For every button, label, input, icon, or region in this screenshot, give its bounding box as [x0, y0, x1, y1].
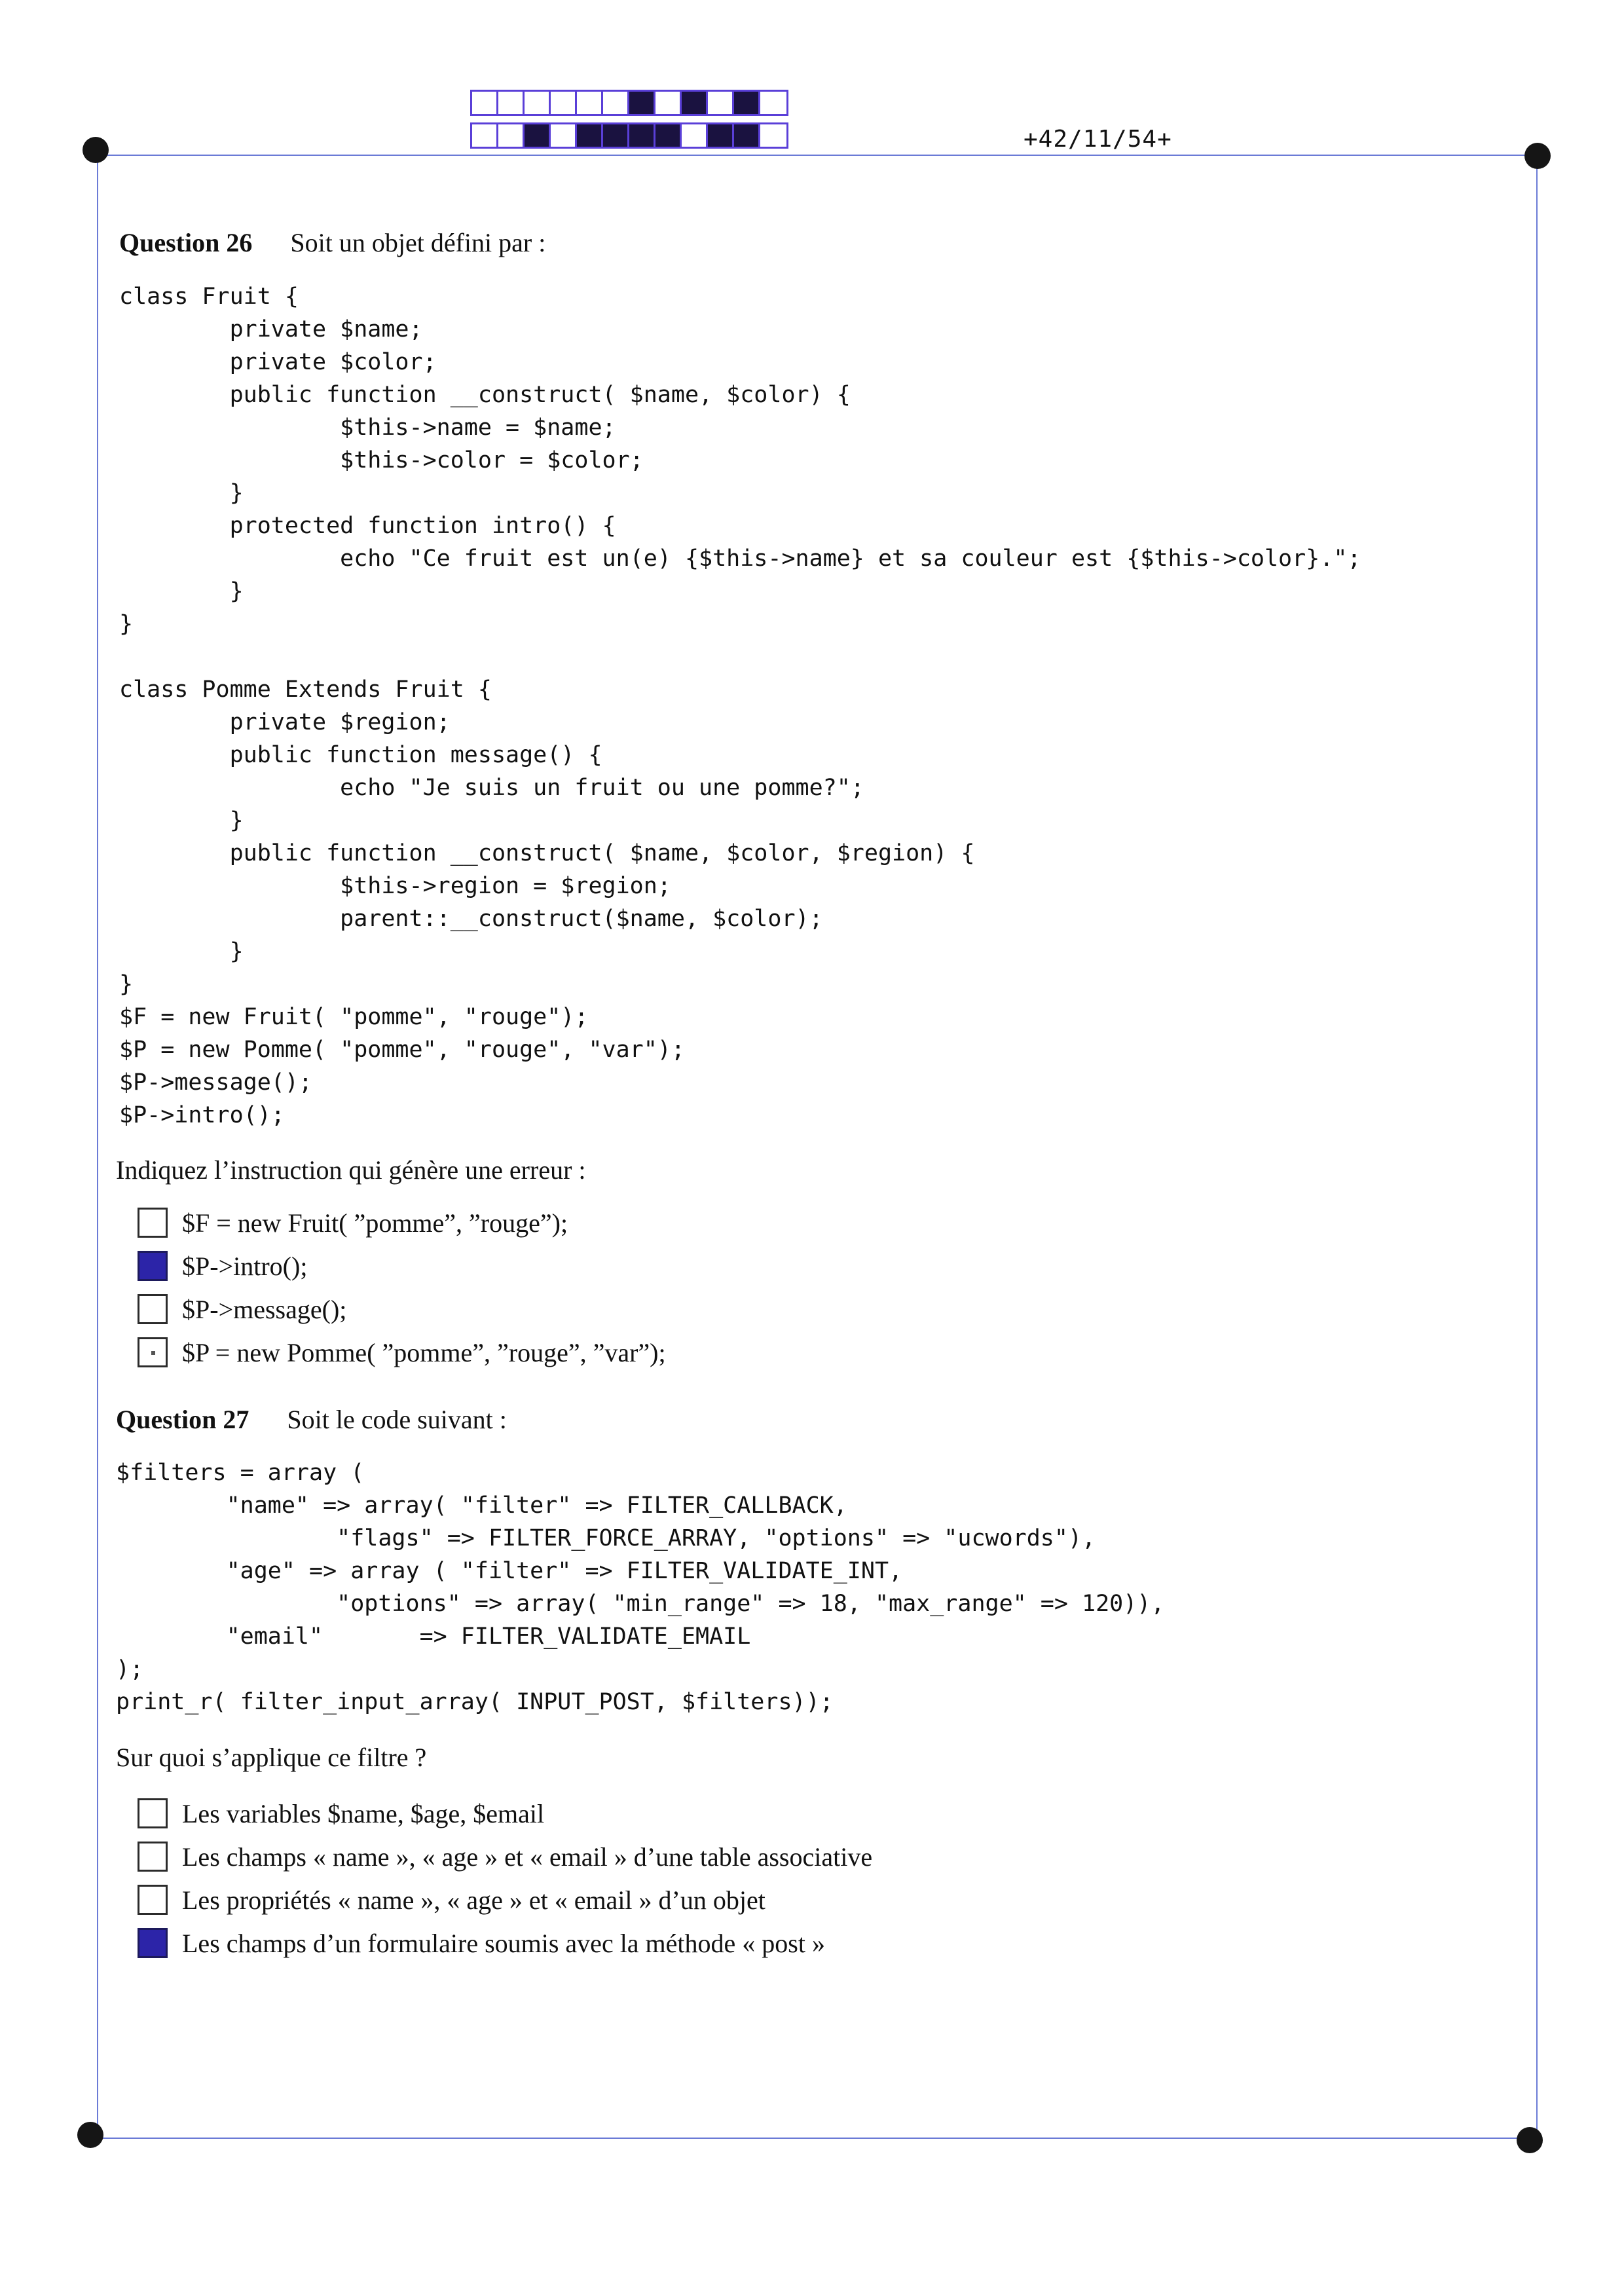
checkbox[interactable]	[138, 1337, 168, 1367]
code-line: echo "Je suis un fruit ou une pomme?";	[119, 775, 864, 801]
code-line: $filters = array (	[116, 1460, 365, 1486]
answer-label: Les champs « name », « age » et « email » d’une table associative	[182, 1842, 873, 1872]
barcode-cell	[655, 124, 682, 147]
question-prompt: Sur quoi s’applique ce filtre ?	[116, 1743, 427, 1772]
code-line: "flags" => FILTER_FORCE_ARRAY, "options" => "ucwords"),	[116, 1525, 1096, 1551]
checkbox[interactable]	[138, 1798, 168, 1828]
code-line: );	[116, 1656, 144, 1682]
answer-list	[138, 1792, 872, 1965]
corner-marker-icon	[1524, 143, 1551, 169]
code-line: private $name;	[119, 316, 423, 343]
code-line: protected function intro() {	[119, 513, 616, 539]
barcode-cell	[472, 92, 498, 114]
barcode-cell	[734, 92, 760, 114]
barcode-cell	[760, 92, 786, 114]
checkbox[interactable]	[138, 1208, 168, 1238]
barcode-cell	[577, 92, 603, 114]
page-id: +42/11/54+	[1024, 126, 1172, 153]
corner-marker-icon	[1517, 2127, 1543, 2153]
answer-option[interactable]	[138, 1792, 872, 1835]
question-26-header	[119, 227, 545, 258]
barcode-cell	[525, 124, 551, 147]
code-line: }	[119, 971, 134, 997]
code-line: }	[119, 578, 244, 604]
barcode-cell	[498, 124, 525, 147]
barcode-cell	[682, 124, 708, 147]
barcode-row	[470, 90, 788, 116]
code-line: }	[119, 611, 134, 637]
question-intro: Soit un objet défini par :	[290, 228, 546, 257]
barcode-cell	[682, 92, 708, 114]
barcode-cell	[655, 92, 682, 114]
code-line: $this->name = $name;	[119, 415, 616, 441]
code-line: public function __construct( $name, $color) {	[119, 382, 851, 408]
answer-label: Les champs d’un formulaire soumis avec la méthode « post »	[182, 1928, 825, 1958]
barcode-cell	[603, 124, 629, 147]
barcode-cell	[708, 92, 734, 114]
question-27-header	[116, 1404, 507, 1435]
answer-label: $F = new Fruit( ”pomme”, ”rouge”);	[182, 1208, 568, 1238]
checkbox[interactable]	[138, 1842, 168, 1872]
answer-option[interactable]	[138, 1921, 872, 1965]
answer-list	[138, 1201, 666, 1374]
barcode-cell	[577, 124, 603, 147]
code-line: class Pomme Extends Fruit {	[119, 676, 492, 703]
barcode-cell	[603, 92, 629, 114]
barcode-cell	[551, 124, 577, 147]
answer-option[interactable]	[138, 1835, 872, 1878]
code-line: echo "Ce fruit est un(e) {$this->name} et sa couleur est {$this->color}.";	[119, 546, 1361, 572]
barcode-cell	[525, 92, 551, 114]
barcode-row	[470, 122, 788, 149]
barcode	[470, 90, 788, 149]
checked-checkbox[interactable]	[138, 1928, 168, 1958]
checkbox[interactable]	[138, 1885, 168, 1915]
corner-marker-icon	[77, 2122, 103, 2148]
code-line: private $region;	[119, 709, 451, 735]
code-line: $P = new Pomme( "pomme", "rouge", "var");	[119, 1037, 685, 1063]
code-line: public function __construct( $name, $color, $region) {	[119, 840, 975, 866]
barcode-cell	[734, 124, 760, 147]
question-intro: Soit le code suivant :	[287, 1405, 507, 1434]
barcode-cell	[629, 92, 655, 114]
checked-checkbox[interactable]	[138, 1251, 168, 1281]
question-number: Question 26	[119, 228, 253, 257]
code-block	[116, 1456, 1164, 1718]
code-line: }	[119, 938, 244, 965]
answer-label: $P->message();	[182, 1294, 347, 1324]
code-line: "age" => array ( "filter" => FILTER_VALIDATE_INT,	[116, 1558, 903, 1584]
code-line: $this->color = $color;	[119, 447, 644, 473]
answer-label: Les variables $name, $age, $email	[182, 1798, 545, 1828]
code-block	[119, 280, 1361, 1132]
code-line: "options" => array( "min_range" => 18, "max_range" => 120)),	[116, 1591, 1165, 1617]
question-prompt: Indiquez l’instruction qui génère une erreur :	[116, 1155, 586, 1185]
code-line: $P->message();	[119, 1069, 313, 1096]
barcode-cell	[551, 92, 577, 114]
code-line: $this->region = $region;	[119, 873, 671, 899]
question-number: Question 27	[116, 1405, 249, 1434]
barcode-cell	[498, 92, 525, 114]
checkbox[interactable]	[138, 1294, 168, 1324]
code-line: $F = new Fruit( "pomme", "rouge");	[119, 1004, 589, 1030]
answer-label: Les propriétés « name », « age » et « email » d’un objet	[182, 1885, 766, 1915]
answer-label: $P = new Pomme( ”pomme”, ”rouge”, ”var”);	[182, 1337, 666, 1367]
answer-option[interactable]	[138, 1331, 666, 1374]
answer-label: $P->intro();	[182, 1251, 308, 1281]
answer-option[interactable]	[138, 1878, 872, 1921]
barcode-cell	[472, 124, 498, 147]
code-line: class Fruit {	[119, 284, 299, 310]
code-line	[119, 640, 1361, 673]
code-line: parent::__construct($name, $color);	[119, 906, 823, 932]
answer-option[interactable]	[138, 1287, 666, 1331]
barcode-cell	[760, 124, 786, 147]
code-line: "email" => FILTER_VALIDATE_EMAIL	[116, 1623, 751, 1650]
code-line: }	[119, 807, 244, 834]
barcode-cell	[708, 124, 734, 147]
code-line: $P->intro();	[119, 1102, 285, 1128]
code-line: }	[119, 480, 244, 506]
code-line: "name" => array( "filter" => FILTER_CALLBACK,	[116, 1492, 847, 1519]
barcode-cell	[629, 124, 655, 147]
answer-option[interactable]	[138, 1244, 666, 1287]
code-line: print_r( filter_input_array( INPUT_POST, $filters));	[116, 1689, 834, 1715]
answer-option[interactable]	[138, 1201, 666, 1244]
code-line: private $color;	[119, 349, 437, 375]
corner-marker-icon	[83, 137, 109, 163]
code-line: public function message() {	[119, 742, 602, 768]
